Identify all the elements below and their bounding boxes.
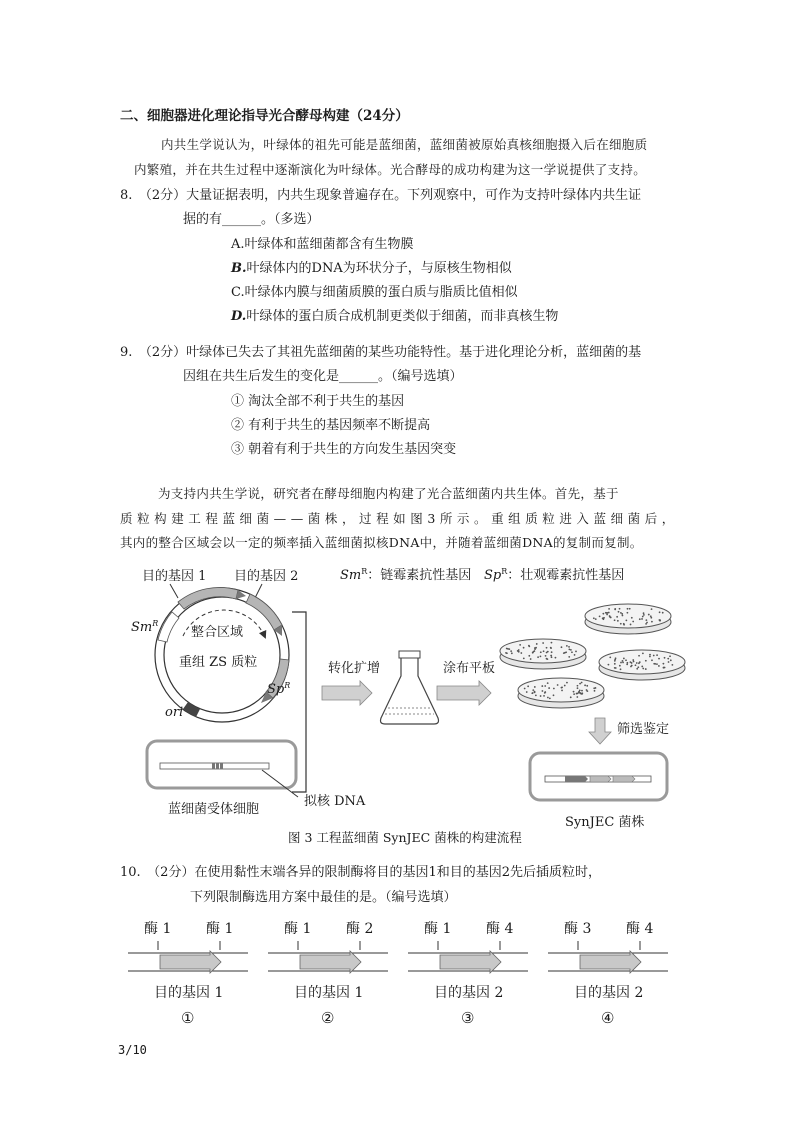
colony-dot [517, 650, 519, 652]
colony-dot [651, 659, 653, 661]
colony-dot [662, 663, 664, 665]
colony-dot [527, 685, 529, 687]
gene-label: 目的基因 1 [154, 985, 224, 1001]
colony-dot [543, 695, 545, 697]
colony-dot [658, 665, 660, 667]
para2-line-3: 其内的整合区域会以一定的频率插入蓝细菌拟核DNA中，并随着蓝细菌DNA的复制而复制。 [120, 535, 643, 550]
step3-arrow [589, 718, 611, 744]
colony-dot [622, 615, 624, 617]
colony-dot [664, 657, 666, 659]
smr-label: $Sm^R$ [131, 619, 159, 635]
bracket [292, 612, 306, 792]
colony-dot [581, 682, 583, 684]
q10-schemes [128, 921, 668, 1027]
q8-option-text: 叶绿体和蓝细菌都含有生物膜 [244, 237, 414, 252]
colony-dot [594, 690, 596, 692]
colony-dot [526, 691, 528, 693]
q10-scheme-1 [128, 921, 248, 1027]
colony-dot [620, 668, 622, 670]
q10-scheme-3 [408, 921, 528, 1027]
colony-dot [548, 687, 550, 689]
colony-dot [557, 684, 559, 686]
colony-dot [523, 657, 525, 659]
gene2-pointer [255, 584, 262, 598]
colony-dot [608, 608, 610, 610]
colony-dot [609, 656, 611, 658]
colony-dot [645, 668, 647, 670]
flask-stopper [399, 651, 420, 658]
spr-label: $Sp^R$ [267, 681, 291, 697]
colony-dot [595, 618, 597, 620]
colony-dot [576, 696, 578, 698]
enzyme-right-label: 酶 2 [346, 921, 374, 937]
strain-label: SynJEC 菌株 [565, 815, 645, 830]
insert-mark-1 [212, 763, 215, 769]
enzyme-left-label: 酶 1 [144, 921, 172, 937]
colony-dot [568, 656, 570, 658]
colony-dot [632, 659, 634, 661]
colony-dot [649, 656, 651, 658]
colony-dot [659, 620, 661, 622]
q8-option-text: 叶绿体的蛋白质合成机制更类似于细菌，而非真核生物 [246, 309, 559, 324]
colony-dot [638, 655, 640, 657]
colony-dot [540, 655, 542, 657]
colony-dot [581, 692, 583, 694]
colony-dot [643, 612, 645, 614]
colony-dot [566, 645, 568, 647]
colony-dot [653, 663, 655, 665]
colony-dot [551, 656, 553, 658]
receptor-cell-label: 蓝细菌受体细胞 [168, 802, 260, 817]
colony-dot [561, 646, 563, 648]
colony-dot [619, 608, 621, 610]
nucleoid-label: 拟核 DNA [304, 794, 366, 809]
colony-dot [524, 688, 526, 690]
colony-dot [546, 658, 548, 660]
colony-dot [669, 655, 671, 657]
colony-dot [561, 687, 563, 689]
colony-dot [668, 661, 670, 663]
colony-dot [620, 612, 622, 614]
legend-sp: $Sp^R$：壮观霉素抗性基因 [484, 567, 625, 583]
colony-dot [564, 685, 566, 687]
colony-dot [653, 655, 655, 657]
colony-dot [649, 654, 651, 656]
colony-dot [541, 685, 543, 687]
step2-arrow [437, 681, 491, 705]
colony-dot [536, 643, 538, 645]
colony-dot [651, 621, 653, 623]
colony-dot [599, 616, 601, 618]
colony-dot [636, 668, 638, 670]
colony-dot [535, 647, 537, 649]
colony-dot [565, 651, 567, 653]
colony-dot [543, 650, 545, 652]
colony-dot [645, 619, 647, 621]
colony-dot [574, 654, 576, 656]
colony-dot [577, 685, 579, 687]
q9-option-1: ① 淘汰全部不利于共生的基因 [231, 394, 405, 409]
gene-label: 目的基因 2 [574, 985, 644, 1001]
colony-dot [623, 624, 625, 626]
colony-dot [670, 659, 672, 661]
colony-dot [646, 622, 648, 624]
gene2-label: 目的基因 2 [234, 569, 299, 584]
gene-arrow [580, 951, 641, 973]
colony-dot [623, 658, 625, 660]
ori-label: ori [165, 705, 184, 720]
gene-arrow [160, 951, 221, 973]
q8-option-letter: D. [231, 309, 247, 324]
colony-dot [511, 652, 513, 654]
colony-dot [641, 618, 643, 620]
strain-insert-1 [565, 776, 588, 782]
q10-scheme-4 [548, 921, 668, 1027]
q9-option-3: ③ 朝着有利于共生的方向发生基因突变 [231, 442, 457, 457]
colony-dot [531, 692, 533, 694]
colony-dot [614, 663, 616, 665]
colony-dot [505, 652, 507, 654]
scheme-number: ③ [461, 1009, 475, 1027]
colony-dot [568, 646, 570, 648]
enzyme-right-label: 酶 4 [486, 921, 514, 937]
colony-dot [620, 623, 622, 625]
colony-dot [510, 650, 512, 652]
q8-option-letter: A. [231, 237, 245, 252]
q10-stem-line-1: 10. （2分）在使用黏性末端各异的限制酶将目的基因1和目的基因2先后插质粒时， [120, 865, 601, 880]
q8-option-text: 叶绿体内的DNA为环状分子，与原核生物相似 [246, 261, 512, 276]
gene1-label: 目的基因 1 [142, 569, 207, 584]
para2-line-1: 为支持内共生学说，研究者在酵母细胞内构建了光合蓝细菌内共生体。首先，基于 [158, 486, 619, 501]
step3-label: 筛选鉴定 [617, 722, 670, 737]
colony-dot [617, 620, 619, 622]
q9-stem-line-2: 因组在共生后发生的变化是______。（编号选填） [183, 369, 463, 384]
q10-scheme-2 [268, 921, 388, 1027]
colony-dot [615, 667, 617, 669]
colony-dot [625, 659, 627, 661]
colony-dot [593, 687, 595, 689]
colony-dot [622, 660, 624, 662]
enzyme-left-label: 酶 1 [424, 921, 452, 937]
integration-region-label: 整合区域 [191, 625, 244, 640]
colony-dot [520, 652, 522, 654]
colony-dot [561, 690, 563, 692]
colony-dot [663, 667, 665, 669]
colony-dot [549, 697, 551, 699]
para2-line-2: 质 粒 构 建 工 程 蓝 细 菌 — — 菌 株 ， 过 程 如 图 3 所 示 。 重 组 质 粒 进 入 蓝 细 菌 后 ， [120, 511, 675, 526]
colony-dot [550, 647, 552, 649]
colony-dot [528, 645, 530, 647]
colony-dot [547, 697, 549, 699]
colony-dot [648, 614, 650, 616]
q9-stem-line-1: 9. （2分）叶绿体已失去了其祖先蓝细菌的某些功能特性。基于进化理论分析，蓝细菌的基 [120, 345, 642, 360]
colony-dot [532, 651, 534, 653]
colony-dot [626, 612, 628, 614]
colony-dot [528, 655, 530, 657]
colony-dot [546, 647, 548, 649]
plasmid-name-label: 重组 ZS 质粒 [179, 655, 258, 670]
colony-dot [593, 617, 595, 619]
colony-dot [651, 608, 653, 610]
insert-mark-2 [216, 763, 219, 769]
colony-dot [542, 642, 544, 644]
colony-dot [534, 691, 536, 693]
gene-label: 目的基因 2 [434, 985, 504, 1001]
colony-dot [643, 614, 645, 616]
colony-dot [535, 694, 537, 696]
colony-dot [614, 619, 616, 621]
colony-dot [553, 688, 555, 690]
gene1-pointer [170, 584, 178, 598]
colony-dot [639, 661, 641, 663]
colony-dot [577, 692, 579, 694]
colony-dot [608, 664, 610, 666]
figure-caption: 图 3 工程蓝细菌 SynJEC 菌株的构建流程 [288, 830, 522, 845]
enzyme-left-label: 酶 1 [284, 921, 312, 937]
colony-dot [544, 692, 546, 694]
q9-option-2: ② 有利于共生的基因频率不断提高 [231, 418, 431, 433]
gene-arrow [440, 951, 501, 973]
colony-dot [581, 690, 583, 692]
colony-dot [616, 616, 618, 618]
colony-dot [658, 658, 660, 660]
colony-dot [629, 608, 631, 610]
q10-stem-line-2: 下列限制酶选用方案中最佳的是。（编号选填） [190, 890, 457, 905]
scheme-number: ④ [601, 1009, 615, 1027]
section-title: 二、细胞器进化理论指导光合酵母构建（24分） [120, 108, 409, 124]
colony-dot [619, 665, 621, 667]
gene-label: 目的基因 1 [294, 985, 364, 1001]
colony-dot [625, 619, 627, 621]
colony-dot [575, 651, 577, 653]
colony-dot [586, 690, 588, 692]
colony-dot [618, 611, 620, 613]
colony-dot [530, 658, 532, 660]
enzyme-right-label: 酶 4 [626, 921, 654, 937]
colony-dot [642, 616, 644, 618]
colony-dot [579, 683, 581, 685]
colony-dot [645, 660, 647, 662]
q8-option-text: 叶绿体内膜与细菌质膜的蛋白质与脂质比值相似 [244, 285, 518, 300]
colony-dot [573, 693, 575, 695]
colony-dot [667, 658, 669, 660]
colony-dot [626, 663, 628, 665]
enzyme-left-label: 酶 3 [564, 921, 592, 937]
colony-dot [519, 644, 521, 646]
colony-dot [568, 648, 570, 650]
colony-dot [631, 617, 633, 619]
colony-dot [570, 696, 572, 698]
colony-dot [609, 616, 611, 618]
colony-dot [641, 666, 643, 668]
colony-dot [577, 687, 579, 689]
colony-dot [573, 691, 575, 693]
colony-dot [584, 684, 586, 686]
colony-dot [603, 617, 605, 619]
step1-label: 转化扩增 [328, 661, 381, 676]
colony-dot [602, 613, 604, 615]
scheme-number: ② [321, 1009, 335, 1027]
q8-stem-line-1: 8. （2分）大量证据表明，内共生现象普遍存在。下列观察中，可作为支持叶绿体内共生证 [120, 188, 642, 203]
colony-dot [671, 664, 673, 666]
colony-dot [606, 614, 608, 616]
colony-dot [551, 642, 553, 644]
colony-dot [532, 689, 534, 691]
intro-line-1: 内共生学说认为，叶绿体的祖先可能是蓝细菌，蓝细菌被原始真核细胞摄入后在细胞质 [161, 137, 648, 152]
petri-dish-4 [518, 678, 604, 708]
step1-arrow [322, 681, 372, 705]
colony-dot [566, 682, 568, 684]
colony-dot [627, 608, 629, 610]
colony-dot [506, 648, 508, 650]
colony-dot [650, 615, 652, 617]
colony-dot [637, 666, 639, 668]
colony-dot [571, 651, 573, 653]
colony-dot [544, 685, 546, 687]
colony-dot [636, 662, 638, 664]
colony-dot [614, 608, 616, 610]
scheme-number: ① [181, 1009, 195, 1027]
colony-dot [586, 685, 588, 687]
colony-dot [614, 660, 616, 662]
colony-dot [537, 656, 539, 658]
q8-option-letter: B. [231, 261, 247, 276]
strain-insert-3 [613, 776, 635, 782]
intro-line-2: 内繁殖，并在共生过程中逐渐演化为叶绿体。光合酵母的成功构建为这一学说提供了支持。 [134, 162, 647, 177]
colony-dot [630, 624, 632, 626]
colony-dot [642, 668, 644, 670]
colony-dot [540, 651, 542, 653]
colony-dot [632, 621, 634, 623]
colony-dot [547, 651, 549, 653]
enzyme-right-label: 酶 1 [206, 921, 234, 937]
colony-dot [534, 686, 536, 688]
colony-dot [540, 695, 542, 697]
colony-dot [642, 652, 644, 654]
colony-dot [656, 654, 658, 656]
colony-dot [551, 651, 553, 653]
colony-dot [615, 657, 617, 659]
colony-dot [545, 655, 547, 657]
colony-dot [656, 663, 658, 665]
colony-dot [542, 690, 544, 692]
insert-mark-3 [220, 763, 223, 769]
gene2-segment [246, 594, 282, 630]
colony-dot [608, 612, 610, 614]
legend-sm: $Sm^R$：链霉素抗性基因 [340, 567, 472, 583]
colony-dot [550, 655, 552, 657]
colony-dot [620, 662, 622, 664]
colony-dot [630, 661, 632, 663]
colony-dot [662, 612, 664, 614]
page-number: 3/10 [118, 1043, 147, 1057]
colony-dot [630, 666, 632, 668]
step2-label: 涂布平板 [443, 661, 496, 676]
gene-arrow [300, 951, 361, 973]
colony-dot [547, 682, 549, 684]
colony-dot [523, 647, 525, 649]
colony-dot [605, 612, 607, 614]
strain-insert-2 [590, 776, 611, 782]
colony-dot [635, 664, 637, 666]
q8-option-letter: C. [231, 285, 245, 300]
gene1-segment [178, 587, 238, 609]
colony-dot [626, 662, 628, 664]
colony-dot [553, 694, 555, 696]
q8-stem-line-2: 据的有______。（多选） [183, 212, 320, 227]
colony-dot [659, 611, 661, 613]
colony-dot [639, 618, 641, 620]
colony-dot [555, 657, 557, 659]
